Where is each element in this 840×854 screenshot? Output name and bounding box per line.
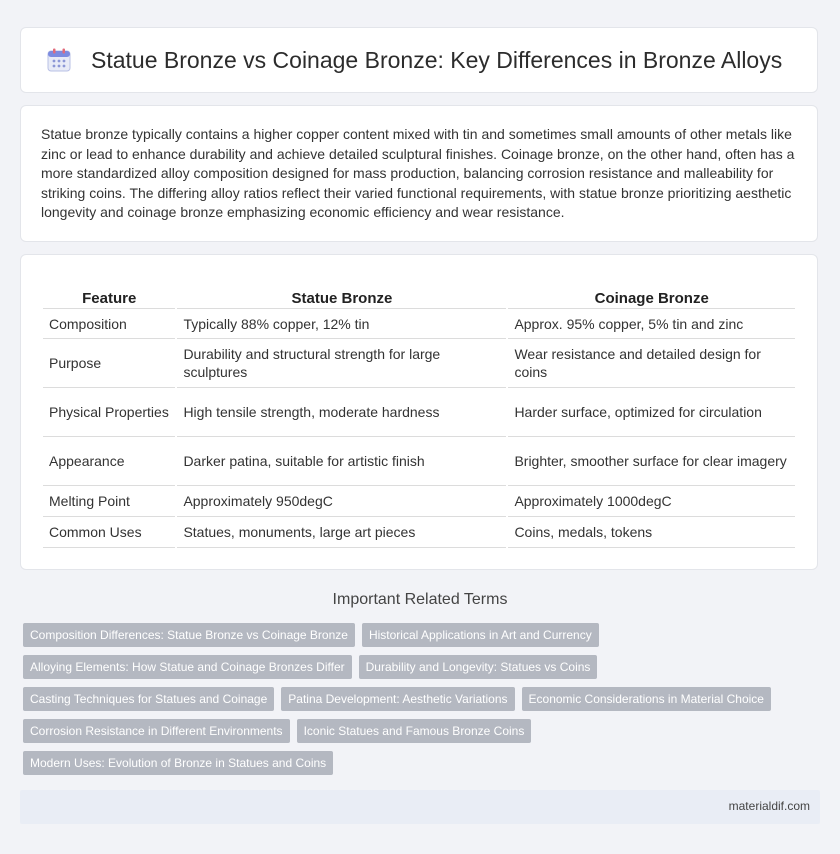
related-term-tag[interactable]: Corrosion Resistance in Different Environments [23, 719, 290, 743]
related-term-tag[interactable]: Casting Techniques for Statues and Coinage [23, 687, 274, 711]
related-terms-tags [23, 623, 813, 783]
related-term-tag[interactable]: Patina Development: Aesthetic Variations [281, 687, 514, 711]
table-cell-feature: Composition [43, 309, 175, 339]
table-header-row [43, 281, 795, 309]
table-cell-coinage: Approx. 95% copper, 5% tin and zinc [508, 309, 795, 339]
table-cell-statue: Durability and structural strength for large sculptures [177, 339, 506, 388]
table-cell-statue: Typically 88% copper, 12% tin [177, 309, 506, 339]
table-cell-feature: Physical Properties [43, 388, 175, 437]
table-cell-coinage: Wear resistance and detailed design for coins [508, 339, 795, 388]
related-term-tag[interactable]: Alloying Elements: How Statue and Coinage Bronzes Differ [23, 655, 352, 679]
table-row [43, 388, 795, 437]
related-term-tag[interactable]: Economic Considerations in Material Choice [522, 687, 771, 711]
page-title: Statue Bronze vs Coinage Bronze: Key Differences in Bronze Alloys [91, 46, 783, 73]
table-row [43, 486, 795, 517]
header-card [20, 27, 818, 93]
table-cell-feature: Purpose [43, 339, 175, 388]
table-cell-statue: High tensile strength, moderate hardness [177, 388, 506, 437]
comparison-table [41, 281, 797, 548]
table-cell-statue: Darker patina, suitable for artistic finish [177, 437, 506, 486]
footer-site-link[interactable]: materialdif.com [728, 799, 810, 813]
column-header-statue-bronze: Statue Bronze [177, 281, 506, 309]
table-cell-statue: Approximately 950degC [177, 486, 506, 517]
related-term-tag[interactable]: Iconic Statues and Famous Bronze Coins [297, 719, 532, 743]
column-header-coinage-bronze: Coinage Bronze [508, 281, 795, 309]
related-term-tag[interactable]: Historical Applications in Art and Currency [362, 623, 599, 647]
related-term-tag[interactable]: Composition Differences: Statue Bronze vs Coinage Bronze [23, 623, 355, 647]
table-row [43, 309, 795, 339]
table-cell-feature: Appearance [43, 437, 175, 486]
table-cell-feature: Common Uses [43, 517, 175, 548]
related-term-tag[interactable]: Modern Uses: Evolution of Bronze in Statues and Coins [23, 751, 333, 775]
table-row [43, 437, 795, 486]
related-terms-title: Important Related Terms [332, 591, 508, 608]
table-row [43, 339, 795, 388]
table-cell-statue: Statues, monuments, large art pieces [177, 517, 506, 548]
calendar-icon [46, 47, 72, 73]
table-cell-coinage: Harder surface, optimized for circulation [508, 388, 795, 437]
intro-card [20, 105, 818, 242]
table-cell-coinage: Coins, medals, tokens [508, 517, 795, 548]
column-header-feature: Feature [43, 281, 175, 309]
related-term-tag[interactable]: Durability and Longevity: Statues vs Coins [359, 655, 598, 679]
table-row [43, 517, 795, 548]
footer [20, 790, 820, 824]
comparison-table-card [20, 254, 818, 570]
table-cell-coinage: Approximately 1000degC [508, 486, 795, 517]
table-cell-feature: Melting Point [43, 486, 175, 517]
intro-paragraph: Statue bronze typically contains a higher copper content mixed with tin and sometimes small amounts of other metals like zinc or lead to enhance durability and achieve detailed sculptural finishes. Coinage bronze, on the other hand, often has a more standardized alloy composition designed for mass production, balancing corrosion resistance and malleability for striking coins. The differing alloy ratios reflect their varied functional requirements, with statue bronze prioritizing aesthetic longevity and coinage bronze emphasizing economic efficiency and wear resistance. [41, 126, 795, 221]
table-cell-coinage: Brighter, smoother surface for clear imagery [508, 437, 795, 486]
